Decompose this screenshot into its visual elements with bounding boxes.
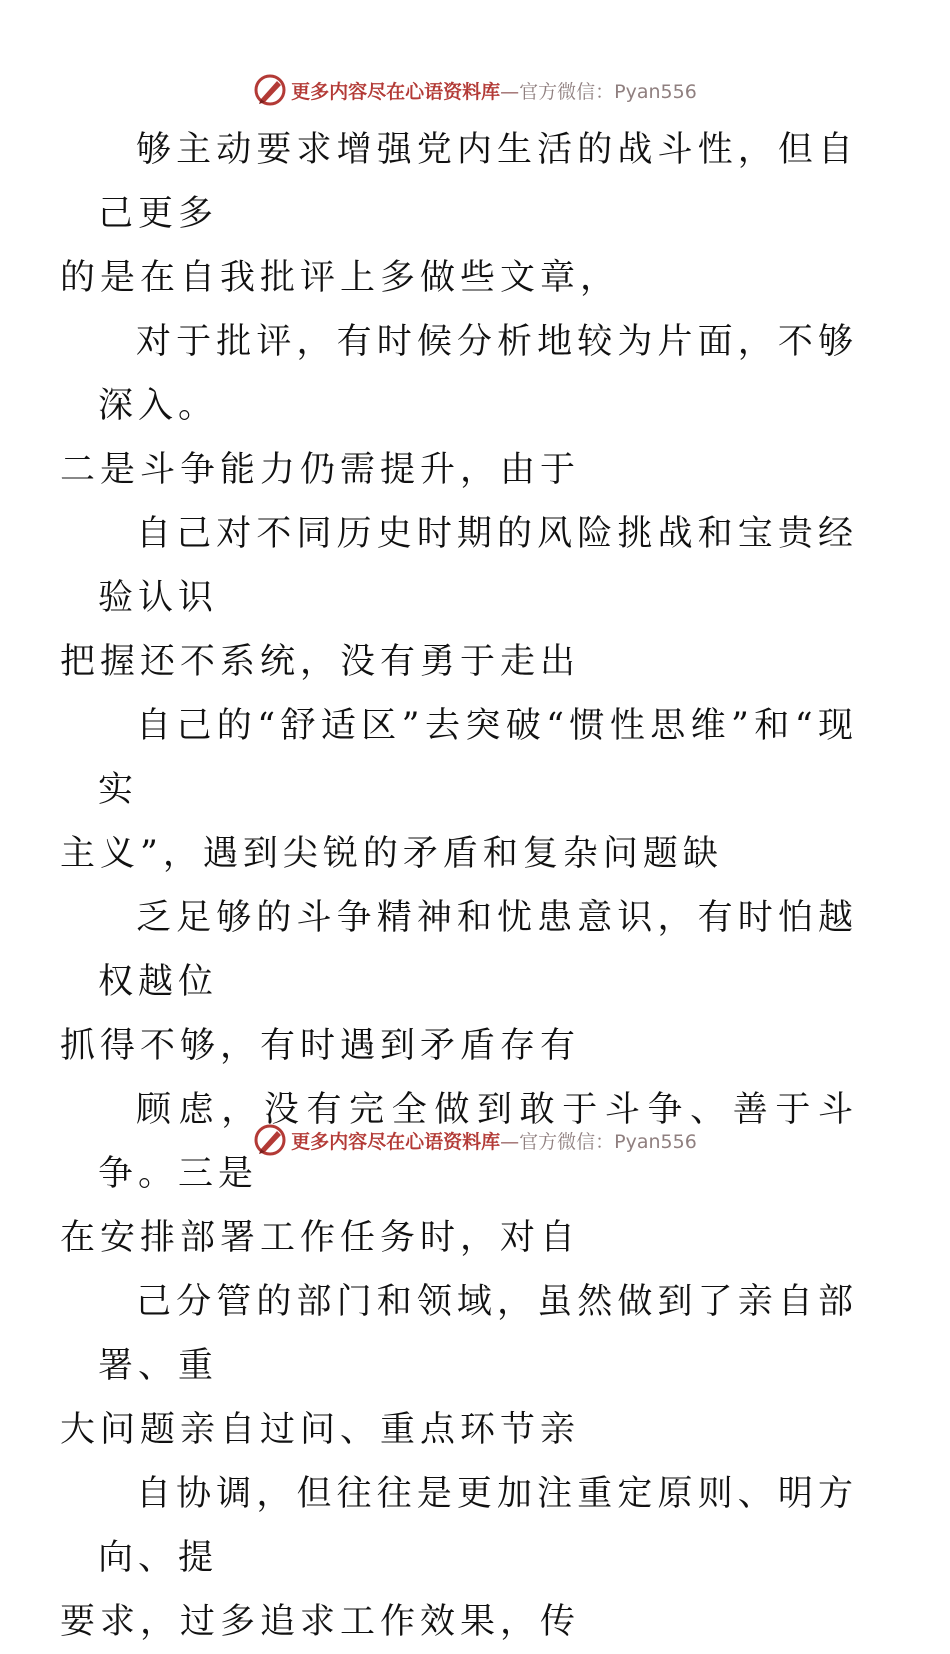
paragraph-line: 己分管的部门和领域，虽然做到了亲自部署、重 <box>98 1282 858 1386</box>
paragraph-line: 抓得不够，有时遇到矛盾存有 <box>60 1026 581 1066</box>
paragraph-line: 对于批评，有时候分析地较为片面，不够深入。 <box>98 322 858 426</box>
header-main-text: 更多内容尽在心语资料库 <box>291 80 501 103</box>
paragraph-line: 把握还不系统，没有勇于走出 <box>60 642 581 682</box>
paragraph-line: 自己对不同历史时期的风险挑战和宝贵经验认识 <box>98 514 858 618</box>
footer-dash: — <box>500 1130 520 1153</box>
paragraph <box>60 694 858 886</box>
paragraph-line: 大问题亲自过问、重点环节亲 <box>60 1410 581 1450</box>
footer-text <box>291 1127 697 1154</box>
paragraph-line: 二是斗争能力仍需提升，由于 <box>60 450 581 490</box>
paragraph-line: 自协调，但往往是更加注重定原则、明方向、提 <box>98 1474 858 1578</box>
paragraph-line: 的是在自我批评上多做些文章， <box>60 258 621 298</box>
paragraph-line: 在安排部署工作任务时，对自 <box>60 1218 581 1258</box>
paragraph-line: 主义”，遇到尖锐的矛盾和复杂问题缺 <box>60 834 723 874</box>
paragraph <box>60 886 858 1078</box>
paragraph <box>60 502 858 694</box>
paragraph <box>60 118 858 310</box>
pen-logo-icon <box>253 1123 287 1157</box>
header-banner <box>0 70 950 110</box>
footer-banner <box>0 1120 950 1160</box>
paragraph <box>60 1078 858 1270</box>
paragraph <box>60 1462 858 1654</box>
paragraph-line: 自己的“舒适区”去突破“惯性思维”和“现实 <box>98 706 858 810</box>
paragraph-line: 够主动要求增强党内生活的战斗性，但自己更多 <box>98 130 858 234</box>
paragraph-line: 要求，过多追求工作效果，传 <box>60 1602 581 1642</box>
header-dash: — <box>500 80 520 103</box>
paragraph <box>60 310 858 502</box>
paragraph-line: 顾虑，没有完全做到敢于斗争、善于斗争。三是 <box>98 1090 858 1194</box>
paragraph <box>60 1270 858 1462</box>
document-body <box>60 118 858 1654</box>
paragraph-line: 乏足够的斗争精神和忧患意识，有时怕越权越位 <box>98 898 858 1002</box>
footer-wechat-text: 官方微信：Pyan556 <box>519 1130 697 1153</box>
header-wechat-text: 官方微信：Pyan556 <box>519 80 697 103</box>
header-text <box>291 77 697 104</box>
pen-logo-icon <box>253 73 287 107</box>
footer-main-text: 更多内容尽在心语资料库 <box>291 1130 501 1153</box>
